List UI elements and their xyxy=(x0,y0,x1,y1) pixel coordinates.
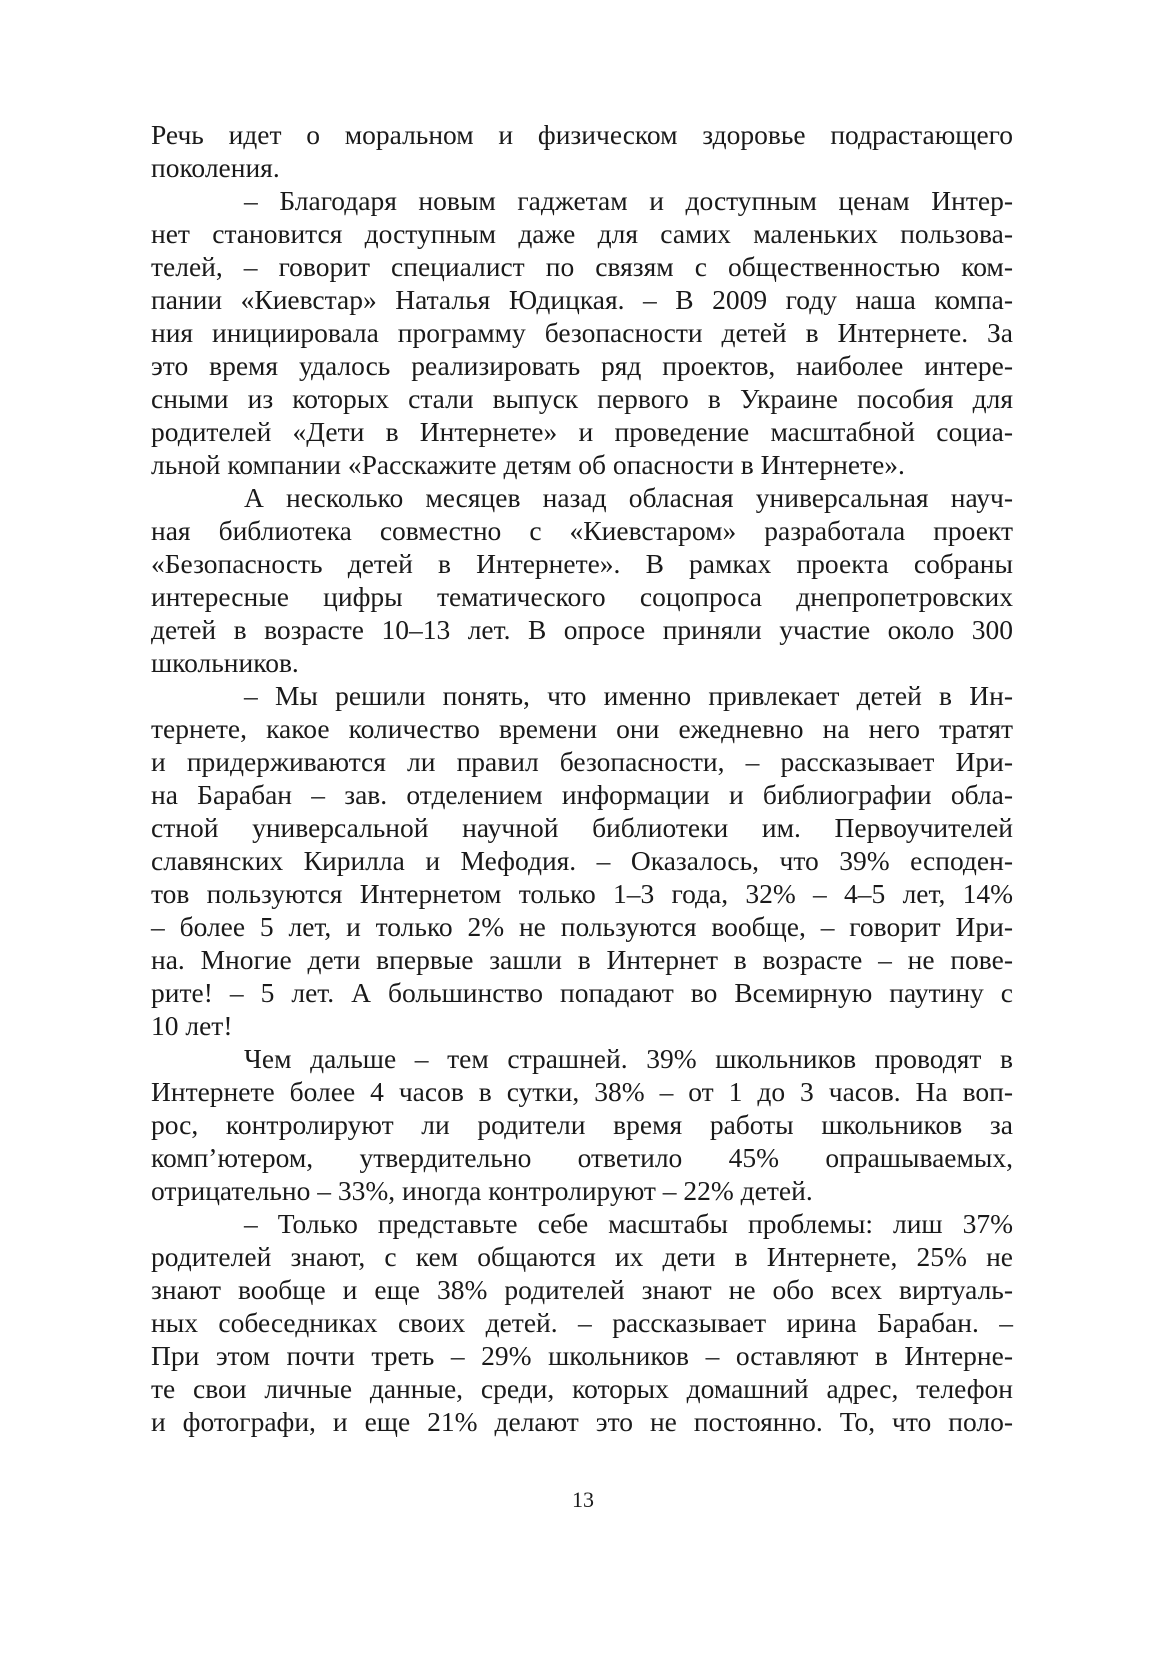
text-line: интересные цифры тематического соцопроса днепропетровских xyxy=(151,581,1013,612)
text-line: те свои личные данные, среди, которых домашний адрес, телефон xyxy=(151,1373,1013,1404)
text-line: ная библиотека совместно с «Киевстаром» разработала проект xyxy=(151,515,1013,546)
text-line: школьников. xyxy=(151,647,299,678)
page-number: 13 xyxy=(572,1487,594,1512)
text-body xyxy=(151,118,1013,1438)
text-line: стной универсальной научной библиотеки им. Первоучителей xyxy=(151,812,1013,843)
text-line: комп’ютером, утвердительно ответило 45% опрашываемых, xyxy=(151,1142,1013,1173)
text-line: тов пользуются Интернетом только 1–3 года, 32% – 4–5 лет, 14% xyxy=(151,878,1013,909)
text-line: рите! – 5 лет. А большинство попадают во Всемирную паутину с xyxy=(151,977,1013,1008)
text-line: ных собеседниках своих детей. – рассказывает ирина Барабан. – xyxy=(151,1307,1013,1338)
text-line: – Только представьте себе масштабы проблемы: лиш 37% xyxy=(244,1208,1013,1239)
text-line: славянских Кирилла и Мефодия. – Оказалось, что 39% есподен- xyxy=(151,845,1013,876)
text-line: знают вообще и еще 38% родителей знают не обо всех виртуаль- xyxy=(151,1274,1013,1305)
text-line: пании «Киевстар» Наталья Юдицкая. – В 2009 году наша компа- xyxy=(151,284,1013,315)
text-line: Чем дальше – тем страшней. 39% школьников проводят в xyxy=(244,1043,1013,1074)
text-line: отрицательно – 33%, иногда контролируют – 22% детей. xyxy=(151,1175,813,1206)
text-line: – Благодаря новым гаджетам и доступным ценам Интер- xyxy=(244,185,1013,216)
text-line: телей, – говорит специалист по связям с общественностью ком- xyxy=(151,251,1013,282)
text-line: детей в возрасте 10–13 лет. В опросе приняли участие около 300 xyxy=(151,614,1013,645)
text-line: – Мы решили понять, что именно привлекает детей в Ин- xyxy=(244,680,1013,711)
text-line: на Барабан – зав. отделением информации и библиографии обла- xyxy=(151,779,1013,810)
text-line: Речь идет о моральном и физическом здоровье подрастающего xyxy=(151,119,1013,150)
text-line: – более 5 лет, и только 2% не пользуются вообще, – говорит Ири- xyxy=(151,911,1013,942)
text-line: При этом почти треть – 29% школьников – оставляют в Интерне- xyxy=(151,1340,1013,1371)
text-line: родителей знают, с кем общаются их дети в Интернете, 25% не xyxy=(151,1241,1013,1272)
text-line: рос, контролируют ли родители время работы школьников за xyxy=(151,1109,1013,1140)
text-line: Интернете более 4 часов в сутки, 38% – от 1 до 3 часов. На воп- xyxy=(151,1076,1013,1107)
text-line: А несколько месяцев назад обласная универсальная науч- xyxy=(244,482,1013,513)
text-line: это время удалось реализировать ряд проектов, наиболее интере- xyxy=(151,350,1013,381)
text-line: и придерживаются ли правил безопасности, – рассказывает Ири- xyxy=(151,746,1013,777)
text-line: на. Многие дети впервые зашли в Интернет в возрасте – не пове- xyxy=(151,944,1013,975)
text-line: «Безопасность детей в Интернете». В рамках проекта собраны xyxy=(151,548,1013,579)
text-line: 10 лет! xyxy=(151,1010,233,1041)
text-line: тернете, какое количество времени они ежедневно на него тратят xyxy=(151,713,1013,744)
text-line: поколения. xyxy=(151,152,280,183)
text-line: льной компании «Расскажите детям об опасности в Интернете». xyxy=(151,449,905,480)
text-line: родителей «Дети в Интернете» и проведение масштабной социа- xyxy=(151,416,1013,447)
text-line: и фотографи, и еще 21% делают это не постоянно. То, что поло- xyxy=(151,1406,1013,1437)
text-line: нет становится доступным даже для самих маленьких пользова- xyxy=(151,218,1013,249)
text-line: ния инициировала программу безопасности детей в Интернете. За xyxy=(151,317,1013,348)
text-line: сными из которых стали выпуск первого в Украине пособия для xyxy=(151,383,1013,414)
